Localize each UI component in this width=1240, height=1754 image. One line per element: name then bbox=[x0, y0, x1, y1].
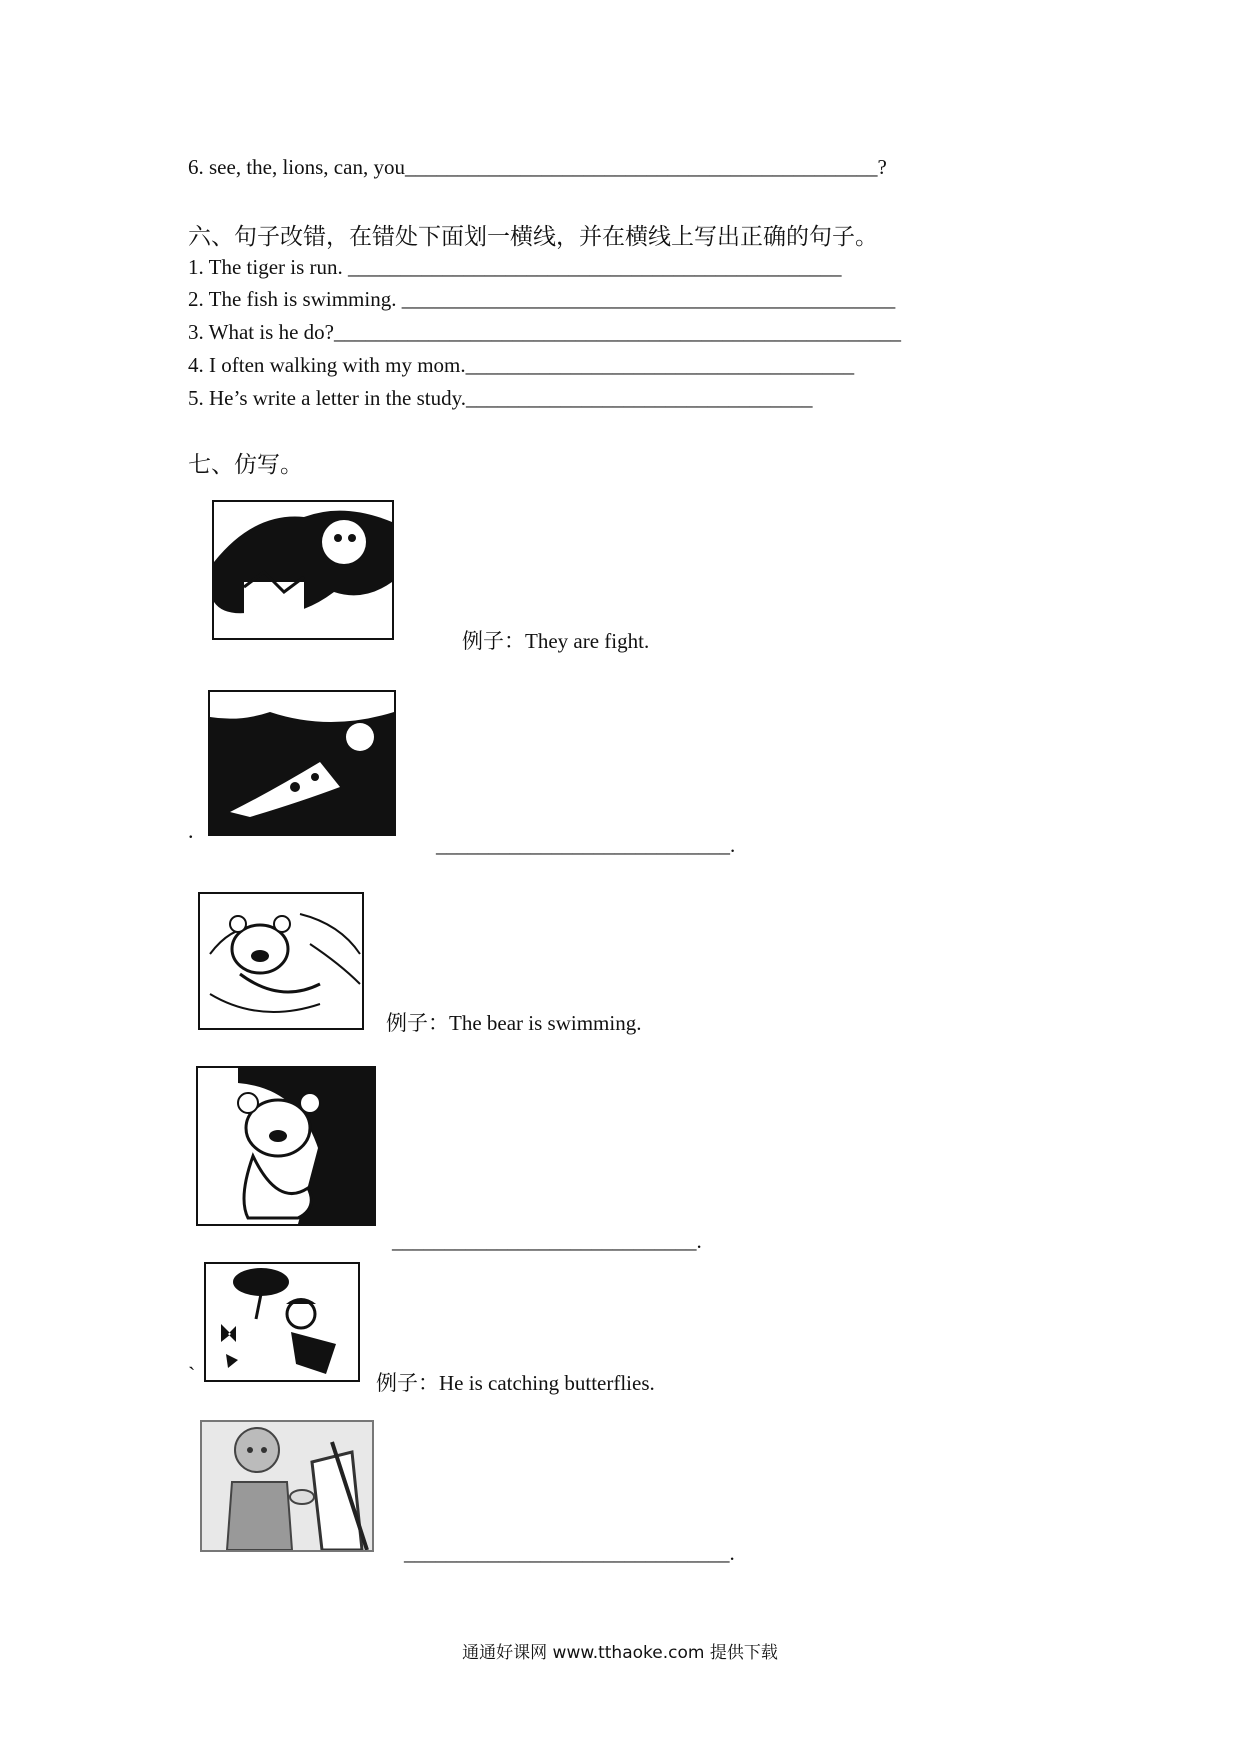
answer-blank-3[interactable]: _______________________________. bbox=[404, 1541, 735, 1565]
correction-item-1: 1. The tiger is run. _______________________________________________ bbox=[188, 255, 842, 279]
bear-swimming-picture bbox=[198, 892, 364, 1030]
correction-item-5: 5. He’s write a letter in the study._________________________________ bbox=[188, 386, 813, 410]
answer-blank-2[interactable]: _____________________________. bbox=[392, 1229, 702, 1253]
fighting-animals-picture bbox=[212, 500, 394, 640]
correction-item-4: 4. I often walking with my mom._____________________________________ bbox=[188, 353, 855, 377]
example-sentence-2: 例子：The bear is swimming. bbox=[386, 1011, 642, 1035]
answer-marker-1: . bbox=[188, 818, 194, 843]
reorder-question-6: 6. see, the, lions, can, you_____________________________________________? bbox=[188, 155, 887, 179]
example-sentence-1: 例子：They are fight. bbox=[462, 629, 650, 653]
girl-painting-picture bbox=[200, 1420, 374, 1552]
bear-standing-picture bbox=[196, 1066, 376, 1226]
answer-marker-2: ` bbox=[188, 1362, 196, 1387]
page-footer: 通通好课网 www.tthaoke.com 提供下载 bbox=[462, 1643, 778, 1663]
section-6-title: 六、句子改错，在错处下面划一横线，并在横线上写出正确的句子。 bbox=[188, 224, 878, 249]
correction-item-3: 3. What is he do?______________________________________________________ bbox=[188, 320, 901, 344]
crocodile-picture bbox=[208, 690, 396, 836]
boy-catching-butterflies-picture bbox=[204, 1262, 360, 1382]
correction-item-2: 2. The fish is swimming. _______________________________________________ bbox=[188, 287, 896, 311]
answer-blank-1[interactable]: ____________________________. bbox=[436, 833, 736, 857]
section-7-title: 七、仿写。 bbox=[188, 452, 303, 477]
example-sentence-3: 例子：He is catching butterflies. bbox=[376, 1371, 655, 1395]
